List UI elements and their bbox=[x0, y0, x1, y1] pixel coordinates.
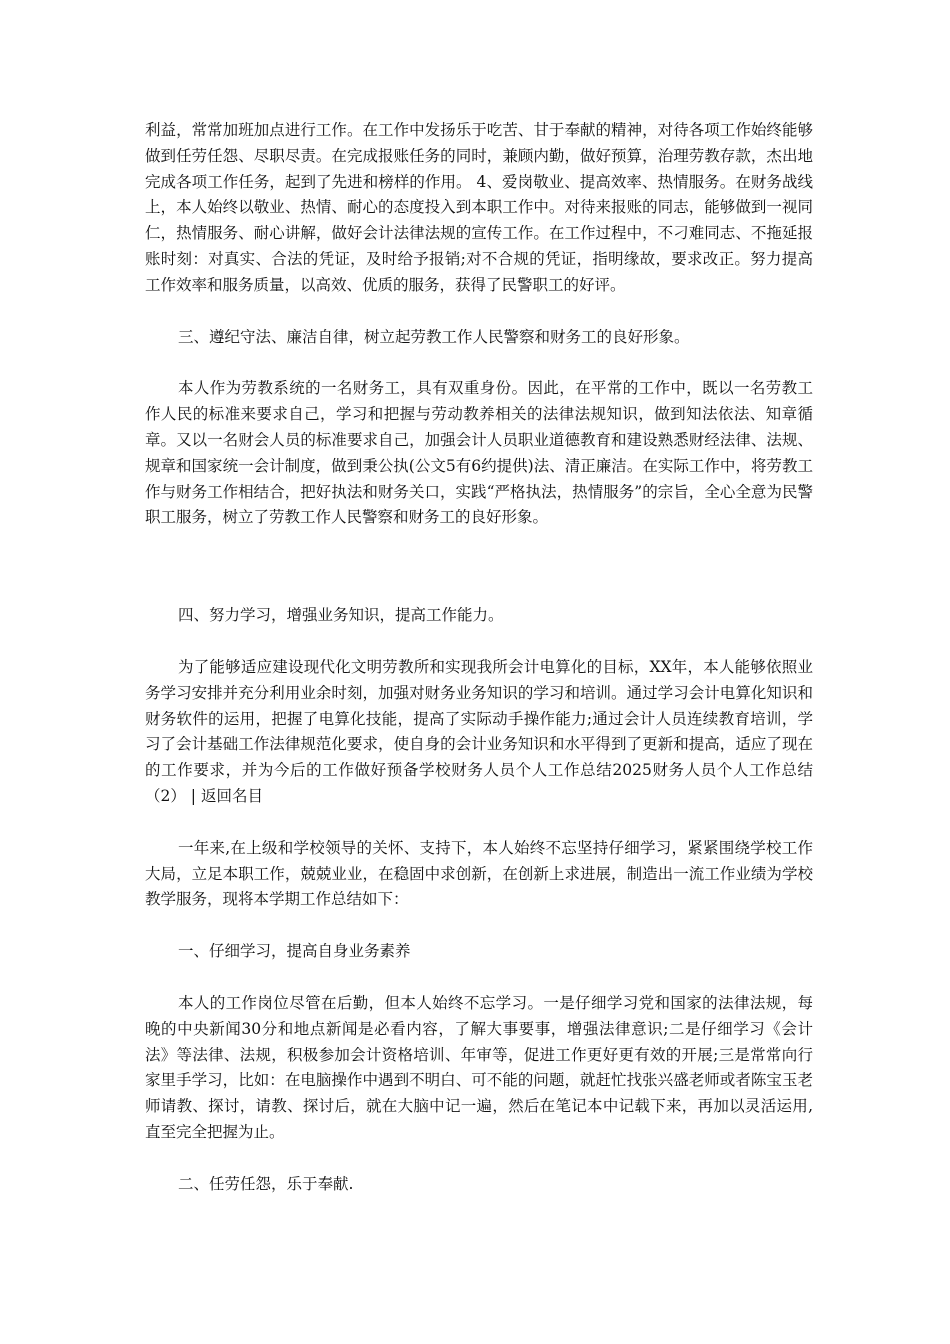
section-heading-one: 一、仔细学习，提高自身业务素养 bbox=[178, 942, 411, 961]
document-body bbox=[145, 118, 813, 1198]
paragraph-spacer bbox=[145, 629, 813, 655]
paragraph-year-summary: 一年来,在上级和学校领导的关怀、支持下，本人始终不忘坚持仔细学习，紧紧围绕学校工作大局，立足本职工作，兢兢业业，在稳固中求创新，在创新上求进展，制造出一流工作业绩为学校教学服务，现将本学期工作总结如下： bbox=[145, 838, 813, 909]
section-heading-four: 四、努力学习，增强业务知识，提高工作能力。 bbox=[178, 606, 504, 625]
paragraph-spacer bbox=[145, 913, 813, 939]
section-heading-three: 三、遵纪守法、廉洁自律，树立起劳教工作人民警察和财务工的良好形象。 bbox=[178, 327, 690, 346]
paragraph-work-dedication: 利益，常常加班加点进行工作。在工作中发扬乐于吃苦、甘于奉献的精神，对待各项工作始终能够做到任劳任怨、尽职尽责。在完成报账任务的同时，兼顾内勤，做好预算，治理劳教存款，杰出地完成各项工作任务，起到了先进和榜样的作用。 4、爱岗敬业、提高效率、热情服务。在财务战线上，本人始终以敬业、热情、耐心的态度投入到本职工作中。对待来报账的同志，能够做到一视同仁，热情服务、耐心讲解，做好会计法律法规的宣传工作。在工作过程中，不刁难同志、不拖延报账时刻：对真实、合法的凭证，及时给予报销;对不合规的凭证，指明缘故，要求改正。努力提高工作效率和服务质量，以高效、优质的服务，获得了民警职工的好评。 bbox=[145, 121, 813, 294]
paragraph-computerization: 为了能够适应建设现代化文明劳教所和实现我所会计电算化的目标，XX年，本人能够依照业务学习安排并充分利用业余时刻，加强对财务业务知识的学习和培训。通过学习会计电算化知识和财务软件的运用，把握了电算化技能，提高了实际动手操作能力;通过会计人员连续教育培训，学习了会计基础工作法律规范化要求，使自身的会计业务知识和水平得到了更新和提高，适应了现在的工作要求，并为今后的工作做好预备学校财务人员个人工作总结2025财务人员个人工作总结（2） | 返回名目 bbox=[145, 657, 813, 805]
paragraph-dual-identity: 本人作为劳教系统的一名财务工，具有双重身份。因此，在平常的工作中，既以一名劳教工作人民的标准来要求自己，学习和把握与劳动教养相关的法律法规知识，做到知法依法、知章循章。又以一名财会人员的标准要求自己，加强会计人员职业道德教育和建设熟悉财经法律、法规、规章和国家统一会计制度，做到秉公执(公文5有6约提供)法、清正廉洁。在实际工作中，将劳教工作与财务工作相结合，把好执法和财务关口，实践“严格执法，热情服务”的宗旨，全心全意为民警职工服务，树立了劳教工作人民警察和财务工的良好形象。 bbox=[145, 379, 813, 527]
paragraph-spacer bbox=[145, 965, 813, 991]
paragraph-spacer bbox=[145, 810, 813, 836]
paragraph-spacer-large bbox=[145, 531, 813, 603]
paragraph-spacer bbox=[145, 1146, 813, 1172]
paragraph-spacer bbox=[145, 299, 813, 325]
section-heading-two: 二、任劳任怨，乐于奉献. bbox=[178, 1174, 354, 1193]
paragraph-study: 本人的工作岗位尽管在后勤，但本人始终不忘学习。一是仔细学习党和国家的法律法规，每晚的中央新闻30分和地点新闻是必看内容，了解大事要事，增强法律意识;二是仔细学习《会计法》等法律、法规，积极参加会计资格培训、年审等，促进工作更好更有效的开展;三是常常向行家里手学习，比如：在电脑操作中遇到不明白、可不能的问题，就赶忙找张兴盛老师或者陈宝玉老师请教、探讨，请教、探讨后，就在大脑中记一遍，然后在笔记本中记载下来，再加以灵活运用,直至完全把握为止。 bbox=[145, 993, 813, 1141]
paragraph-spacer bbox=[145, 350, 813, 376]
